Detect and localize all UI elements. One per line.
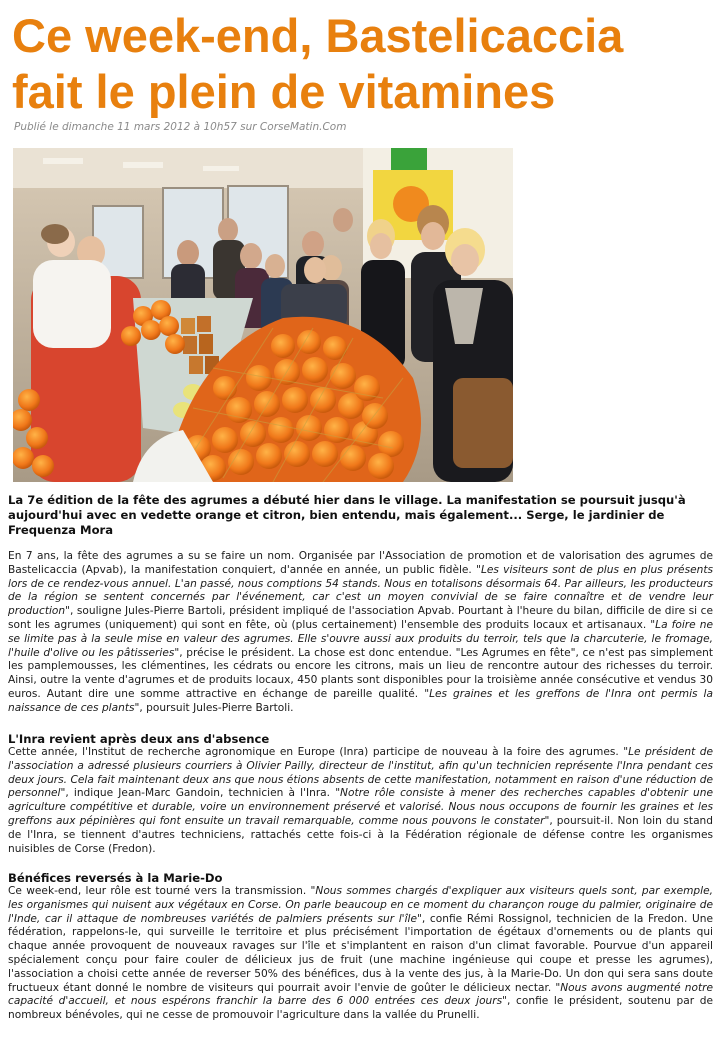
- text-run: Cette année, l'Institut de recherche agronomique en Europe (Inra) participe de nouveau à la foire des agrumes.: [8, 746, 624, 758]
- text-run: , confie le président, soutenu par de nombreux bénévoles, qui ne cesse de promouvoir l'agriculture dans la vallée du Prunelli.: [8, 995, 713, 1022]
- quote-run: "Les visiteurs sont de plus en plus présents lors de ce rendez-vous annuel. L'an passé, nous comptions 54 stands. Nous en totalisons désormais 64. Par ailleurs, les producteurs de la région se sentent concernés par l'événement, car c'est un moyen convivial de se faire connaître et de vendre leur production": [8, 563, 713, 618]
- subheading-inra: L'Inra revient après deux ans d'absence: [8, 732, 270, 746]
- article-lead: La 7e édition de la fête des agrumes a débuté hier dans le village. La manifestation se poursuit jusqu'à aujourd'hui avec en vedette orange et citron, bien entendu, mais également... Serge, le jardinier de Frequenza Mora: [8, 493, 686, 537]
- text-run: , poursuit Jules-Pierre Bartoli.: [139, 701, 294, 714]
- article-paragraph-1: [8, 550, 713, 716]
- text-run: Ce week-end, leur rôle est tourné vers la transmission.: [8, 885, 311, 897]
- text-run: , indique Jean-Marc Gandoin, technicien à l'Inra.: [65, 787, 336, 800]
- headline-line-1: Ce week-end, Bastelicaccia: [12, 9, 624, 62]
- quote-run: "Nous sommes chargés d'expliquer aux visiteurs quels sont, par exemple, les organismes qui nuisent aux végétaux en Corse. On parle beaucoup en ce moment du charançon rouge du palmier, originaire de l'Inde, car il attaque de nombreuses variétés de palmiers présents sur l'île": [8, 885, 713, 925]
- text-run: , précise le président. La chose est donc entendue. "Les Agrumes en fête", ce n'est pas simplement les pamplemousses, les clémentines, les cédrats ou encore les citrons, mais un lieu de rencontre autour des richesses du terroir. Ainsi, outre la vente d'agrumes et de produits locaux, 450 plants sont disponibles pour la troisième année consécutive et vendus 30 euros. Autant dire une somme attractive en échange de pareille qualité.: [8, 646, 713, 700]
- quote-run: "Le président de l'association a adressé plusieurs courriers à Olivier Pailly, directeur de l'institut, afin qu'un technicien représente l'Inra pendant ces deux jours. Cela fait maintenant deux ans que nous étions absents de cette manifestation, notamment en raison d'une réduction de personnel": [8, 746, 713, 800]
- article-byline: Publié le dimanche 11 mars 2012 à 10h57 sur CorseMatin.Com: [14, 121, 347, 133]
- article-paragraph-3: [8, 885, 713, 1023]
- quote-run: "Les graines et les greffons de l'Inra ont permis la naissance de ces plants": [8, 687, 713, 714]
- text-run: En 7 ans, la fête des agrumes a su se faire un nom. Organisée par l'Association de promotion et de valorisation des agrumes de Bastelicaccia (Apvab), la manifestation conquiert, d'année en année, un public fidèle.: [8, 550, 713, 576]
- text-run: , confie Rémi Rossignol, technicien de la Fredon. Une fédération, rappelons-le, qui surveille le territoire et plus précisément l'importation de égétaux d'ornements ou de plants qui chaque année provoquent de nouveaux ravages sur l'île et s'implantent en raison d'un climat favorable. Pourvue d'un appareil spécialement conçu pour faire couler de délicieux jus de fruit (une machine ingénieuse qui coupe et presse les agrumes), l'association a choisi cette année de reverser 50% des bénéfices, dus à la vente des jus, à la Marie-Do. Un don qui sera sans doute fructueux étant donné le nombre de visiteurs qui pourrait avoir l'envie de goûter le délicieux nectar.: [8, 912, 713, 994]
- article-photo: [13, 148, 513, 482]
- text-run: , poursuit-il. Non loin du stand de l'Inra, se tiennent d'autres techniciens, rattachés cette fois-ci à la Fédération régionale de défense contre les organismes nuisibles de Corse (Fredon).: [8, 814, 714, 855]
- article-headline: [12, 8, 712, 120]
- subheading-benefices: Bénéfices reversés à la Marie-Do: [8, 871, 223, 885]
- photo-illustration: [13, 148, 513, 482]
- quote-run: "La foire ne se limite pas à la seule mise en valeur des agrumes. Elle s'ouvre aussi aux produits du terroir, tels que la charcuterie, le fromage, l'huile d'olive ou les pâtisseries": [8, 618, 713, 659]
- article-paragraph-2: [8, 746, 713, 856]
- quote-run: "Notre rôle consiste à mener des recherches capables d'obtenir une agriculture compétitive et durable, voire un environnement préservé et valorisé. Nous nous occupons de fournir les graines et les greffons aux pépinières qui font ensuite un travail remarquable, comme nous pouvons le constater": [8, 787, 713, 827]
- headline-line-2: fait le plein de vitamines: [12, 65, 556, 118]
- quote-run: "Nous avons augmenté notre capacité d'accueil, et nous espérons franchir la barre des 6 000 entrées ces deux jours": [8, 981, 714, 1008]
- text-run: , souligne Jules-Pierre Bartoli, président impliqué de l'association Apvab. Pourtant à l'heure du bilan, difficile de dire si ce sont les agrumes (uniquement) qui sont en fête, où (plus certainement) l'ensemble des produits locaux et artisanaux.: [8, 605, 713, 631]
